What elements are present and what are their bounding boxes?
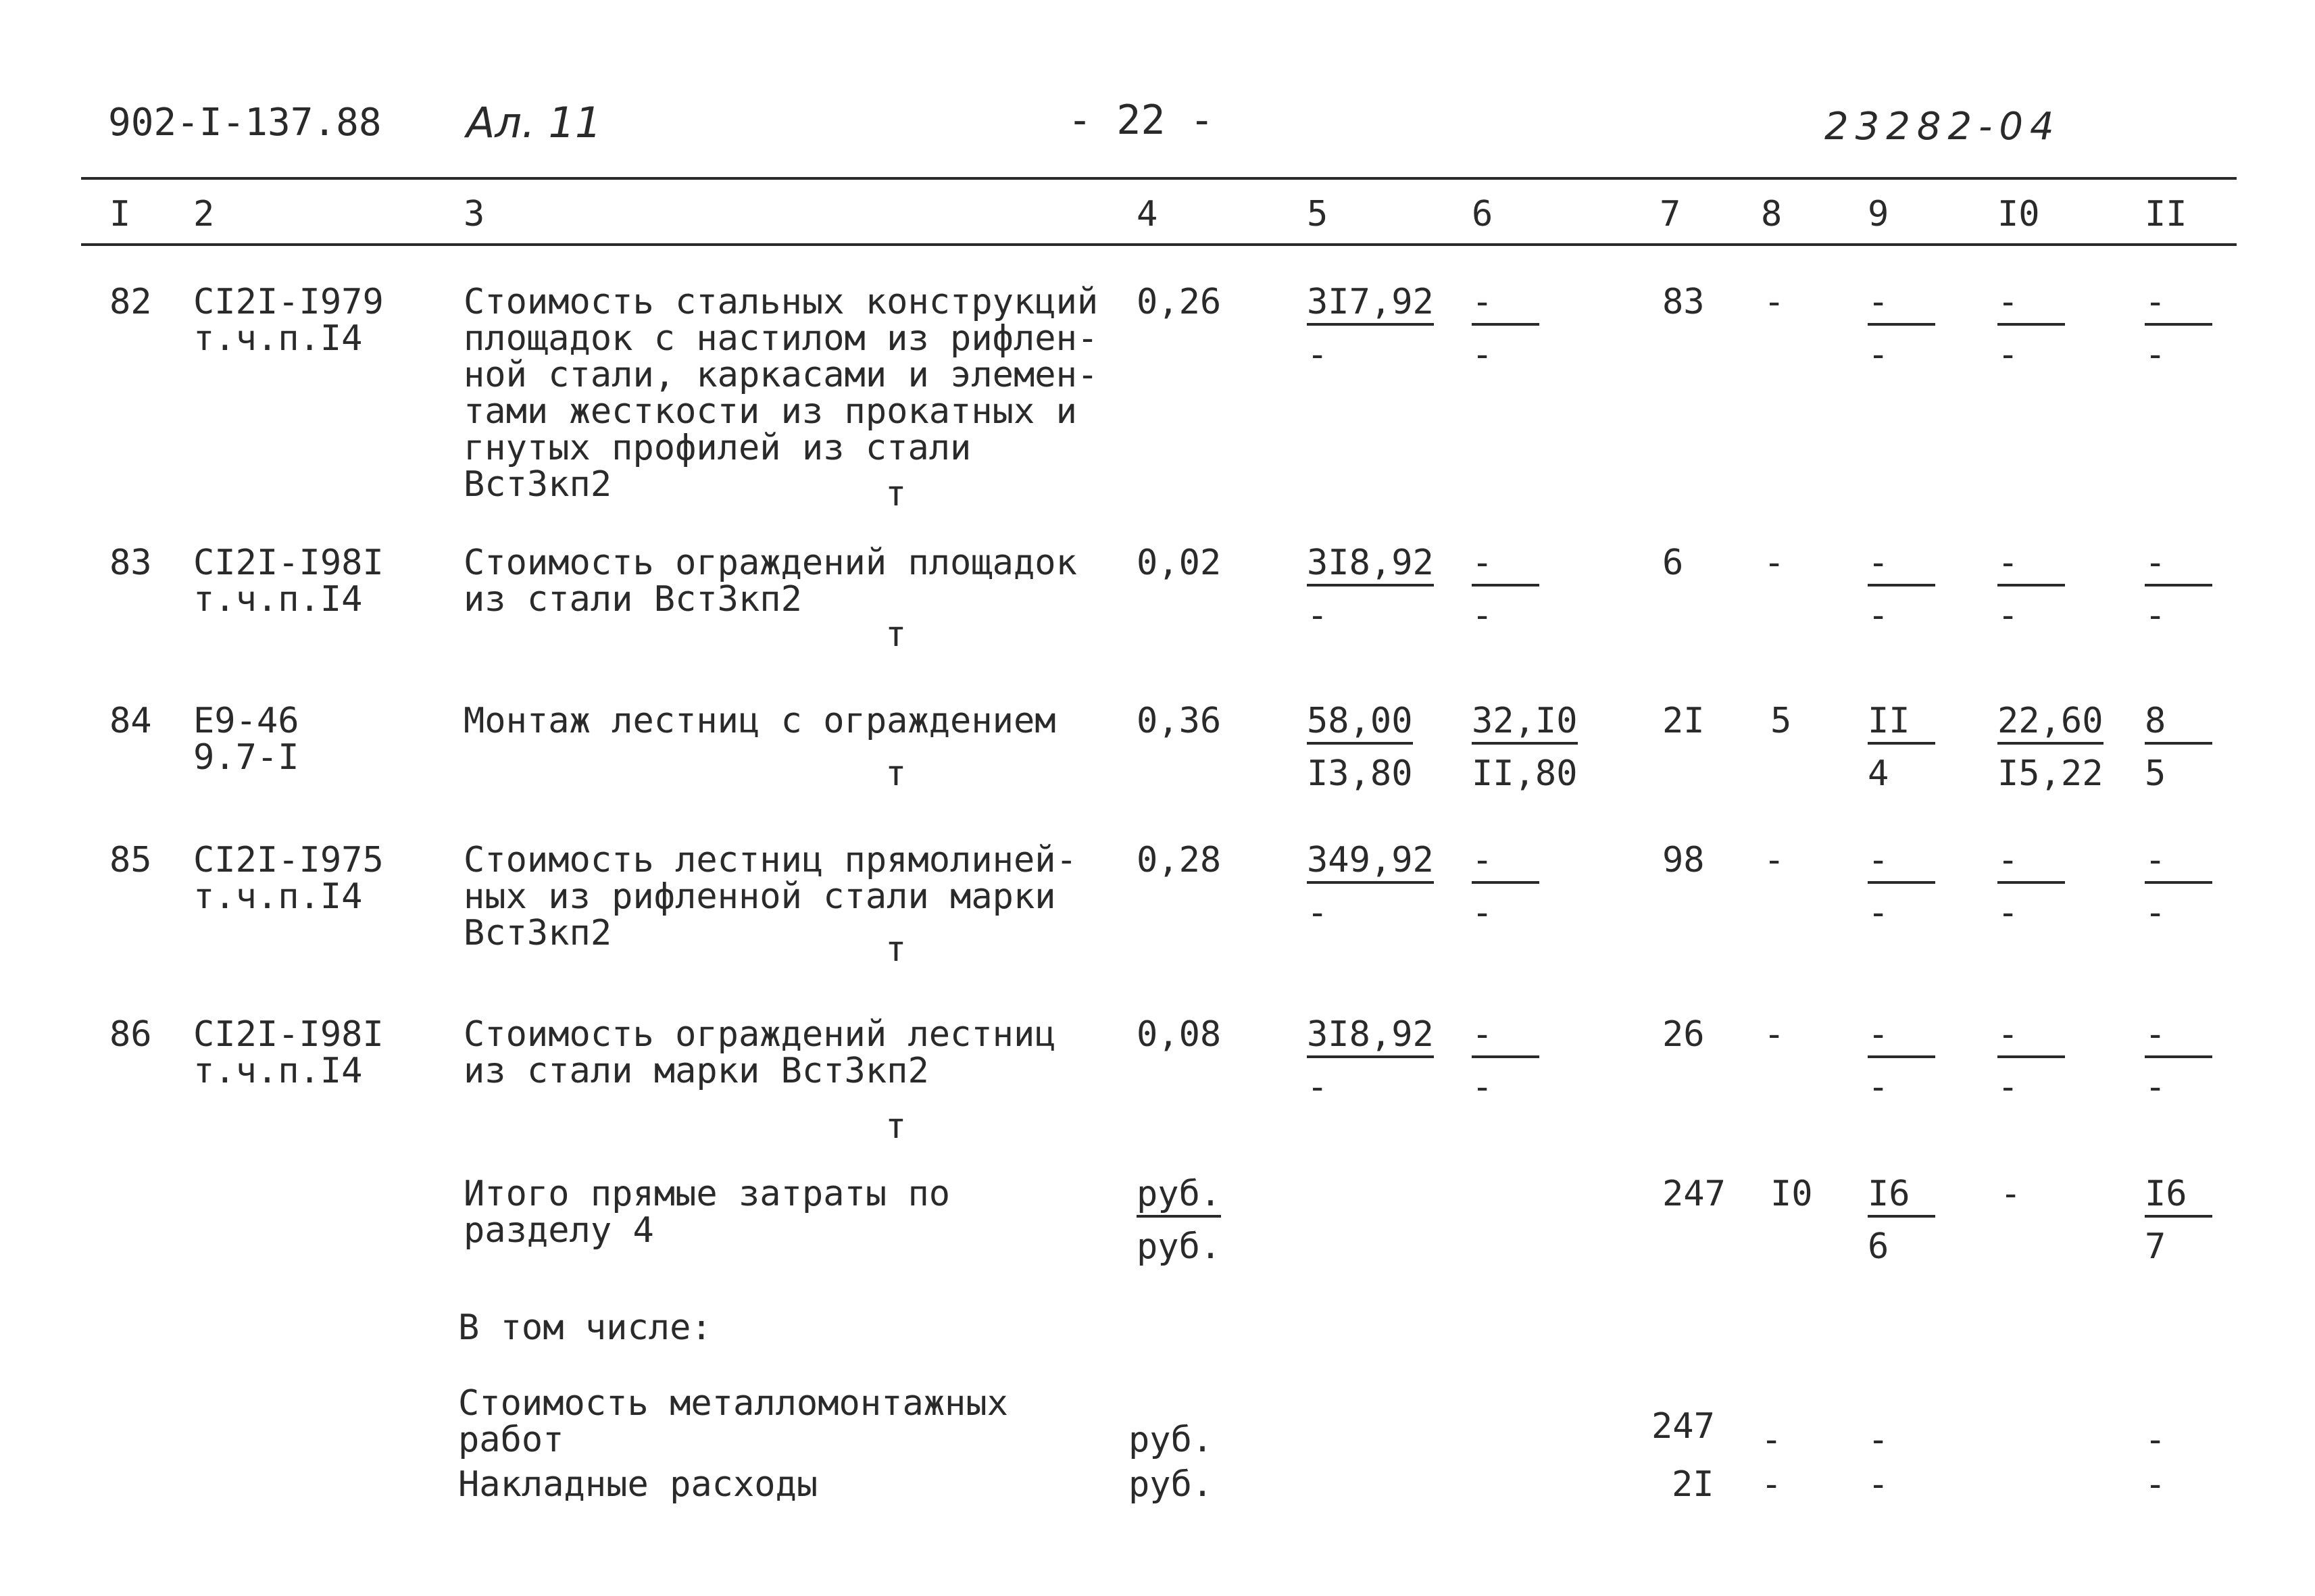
inventory-number: 23282-04 xyxy=(1824,105,2061,149)
col-header-9: 9 xyxy=(1868,194,1889,234)
unit-cost-machine-value: - xyxy=(1472,284,1539,326)
breakdown-unit: руб. xyxy=(1128,1464,1214,1505)
col-header-1: I xyxy=(109,194,131,234)
labor-total-machine-value: - xyxy=(2145,1067,2166,1107)
unit-cost-machine-wage-value: - xyxy=(1472,334,1493,375)
rate-code: CI2I-I98I т.ч.п.I4 xyxy=(193,1014,384,1091)
labor-total xyxy=(2145,284,2212,373)
unit-cost-total xyxy=(1307,842,1434,931)
breakdown-total: 2I xyxy=(1672,1464,1714,1505)
total-cost: 26 xyxy=(1662,1014,1705,1055)
total-labor-cost: - xyxy=(2000,1174,2022,1214)
unit-cost-total-value: 3I8,92 xyxy=(1307,1016,1434,1058)
total-labor-machine-value: 7 xyxy=(2145,1226,2166,1267)
total-unit-top: руб. xyxy=(1137,1176,1221,1218)
labor-cost-value: - xyxy=(1997,284,2065,326)
labor-cost-value: - xyxy=(1997,545,2065,587)
item-unit: т xyxy=(885,614,907,655)
labor-cost-value: 22,60 xyxy=(1997,703,2104,745)
doc-code: 902-I-137.88 xyxy=(108,101,382,145)
total-labor-value: I6 xyxy=(2145,1176,2212,1218)
album-number: Ал. 11 xyxy=(466,98,602,147)
unit-cost-machine xyxy=(1472,284,1539,373)
total-cost: 247 xyxy=(1662,1174,1726,1214)
machine-wage-value: - xyxy=(1868,595,1889,636)
row-number: 85 xyxy=(109,840,152,880)
total-machine-wage-value: 6 xyxy=(1868,1226,1889,1267)
total-unit xyxy=(1137,1176,1221,1265)
machine-cost xyxy=(1868,842,1935,931)
item-description: Монтаж лестниц с ограждением xyxy=(464,701,1056,741)
wages-cost: - xyxy=(1764,543,1785,583)
col-header-3: 3 xyxy=(464,194,485,234)
labor-total xyxy=(2145,703,2212,792)
machine-cost-value: - xyxy=(1868,284,1935,326)
breakdown-labor: - xyxy=(2145,1464,2166,1505)
labor-total xyxy=(2145,1016,2212,1105)
machine-wage-value: - xyxy=(1868,893,1889,933)
unit-cost-wage-value: - xyxy=(1307,1067,1328,1107)
breakdown-label: Накладные расходы xyxy=(458,1464,818,1505)
item-unit: т xyxy=(885,929,907,970)
labor-cost xyxy=(1997,842,2065,931)
including-label: В том числе: xyxy=(458,1307,712,1348)
col-header-11: II xyxy=(2145,194,2187,234)
header-top-rule xyxy=(81,177,2237,180)
unit-cost-machine-wage-value: II,80 xyxy=(1472,753,1578,794)
page-number: - 22 - xyxy=(1068,97,1214,144)
item-description: Стоимость лестниц прямолиней- ных из рифленной стали марки Вст3кп2 xyxy=(464,840,1077,953)
item-description: Стоимость ограждений площадок из стали Вст3кп2 xyxy=(464,543,1077,620)
rate-code: CI2I-I975 т.ч.п.I4 xyxy=(193,840,384,917)
labor-machine-value: I5,22 xyxy=(1997,753,2104,794)
wages-cost: - xyxy=(1764,1014,1785,1055)
total-wages: I0 xyxy=(1770,1174,1813,1214)
unit-cost-wage-value: - xyxy=(1307,595,1328,636)
row-number: 86 xyxy=(109,1014,152,1055)
total-labor xyxy=(2145,1176,2212,1265)
machine-wage-value: 4 xyxy=(1868,753,1889,794)
total-cost: 98 xyxy=(1662,840,1705,880)
labor-cost xyxy=(1997,545,2065,634)
row-number: 83 xyxy=(109,543,152,583)
breakdown-wages: - xyxy=(1761,1420,1783,1460)
total-cost: 83 xyxy=(1662,282,1705,322)
breakdown-unit: руб. xyxy=(1128,1420,1214,1460)
breakdown-wages: - xyxy=(1761,1464,1783,1505)
machine-cost-value: II xyxy=(1868,703,1935,745)
unit-cost-total-value: 3I8,92 xyxy=(1307,545,1434,587)
labor-total-value: - xyxy=(2145,842,2212,884)
unit-cost-machine-wage-value: - xyxy=(1472,893,1493,933)
machine-cost-value: - xyxy=(1868,1016,1935,1058)
rate-code: E9-46 9.7-I xyxy=(193,701,299,778)
labor-total-machine-value: - xyxy=(2145,595,2166,636)
machine-cost-value: - xyxy=(1868,545,1935,587)
labor-total-machine-value: 5 xyxy=(2145,753,2166,794)
unit-cost-wage-value: I3,80 xyxy=(1307,753,1413,794)
wages-cost: - xyxy=(1764,840,1785,880)
unit-cost-total-value: 349,92 xyxy=(1307,842,1434,884)
labor-total xyxy=(2145,545,2212,634)
breakdown-machine: - xyxy=(1868,1464,1889,1505)
labor-cost-value: - xyxy=(1997,1016,2065,1058)
breakdown-label: Стоимость металломонтажных работ xyxy=(458,1383,1008,1460)
unit-cost-machine-wage-value: - xyxy=(1472,1067,1493,1107)
item-quantity: 0,26 xyxy=(1137,282,1222,322)
breakdown-total: 247 xyxy=(1651,1406,1715,1447)
unit-cost-total-value: 3I7,92 xyxy=(1307,284,1434,326)
total-unit-bottom: руб. xyxy=(1137,1226,1222,1267)
labor-machine-value: - xyxy=(1997,893,2019,933)
wages-cost: 5 xyxy=(1770,701,1792,741)
unit-cost-machine-wage-value: - xyxy=(1472,595,1493,636)
unit-cost-machine-value: - xyxy=(1472,842,1539,884)
total-cost: 2I xyxy=(1662,701,1705,741)
breakdown-labor: - xyxy=(2145,1420,2166,1460)
machine-wage-value: - xyxy=(1868,1067,1889,1107)
rate-code: CI2I-I98I т.ч.п.I4 xyxy=(193,543,384,620)
labor-total-value: - xyxy=(2145,284,2212,326)
col-header-2: 2 xyxy=(193,194,215,234)
wages-cost: - xyxy=(1764,282,1785,322)
item-quantity: 0,28 xyxy=(1137,840,1222,880)
labor-total-machine-value: - xyxy=(2145,893,2166,933)
unit-cost-machine xyxy=(1472,703,1578,792)
row-number: 84 xyxy=(109,701,152,741)
labor-machine-value: - xyxy=(1997,334,2019,375)
unit-cost-machine-value: - xyxy=(1472,545,1539,587)
machine-wage-value: - xyxy=(1868,334,1889,375)
total-machine-cost-value: I6 xyxy=(1868,1176,1935,1218)
labor-machine-value: - xyxy=(1997,1067,2019,1107)
item-unit: т xyxy=(885,474,907,514)
rate-code: CI2I-I979 т.ч.п.I4 xyxy=(193,282,384,359)
labor-total-value: 8 xyxy=(2145,703,2212,745)
unit-cost-machine-value: 32,I0 xyxy=(1472,703,1578,745)
labor-machine-value: - xyxy=(1997,595,2019,636)
total-cost: 6 xyxy=(1662,543,1684,583)
unit-cost-machine-value: - xyxy=(1472,1016,1539,1058)
unit-cost-total xyxy=(1307,284,1434,373)
item-quantity: 0,08 xyxy=(1137,1014,1222,1055)
item-description: Стоимость ограждений лестниц из стали марки Вст3кп2 xyxy=(464,1014,1056,1091)
col-header-7: 7 xyxy=(1660,194,1681,234)
row-number: 82 xyxy=(109,282,152,322)
unit-cost-machine xyxy=(1472,545,1539,634)
unit-cost-total xyxy=(1307,703,1413,792)
unit-cost-machine xyxy=(1472,1016,1539,1105)
item-unit: т xyxy=(885,1106,907,1147)
unit-cost-total xyxy=(1307,545,1434,634)
labor-cost xyxy=(1997,284,2065,373)
labor-cost xyxy=(1997,1016,2065,1105)
machine-cost xyxy=(1868,545,1935,634)
item-quantity: 0,02 xyxy=(1137,543,1222,583)
item-quantity: 0,36 xyxy=(1137,701,1222,741)
labor-total-machine-value: - xyxy=(2145,334,2166,375)
labor-total-value: - xyxy=(2145,1016,2212,1058)
labor-cost-value: - xyxy=(1997,842,2065,884)
item-description: Стоимость стальных конструкций площадок с настилом из рифлен- ной стали, каркасами и элемен- тами жесткости из прокатных и гнутых профилей из стали Вст3кп2 xyxy=(464,282,1099,505)
item-unit: т xyxy=(885,753,907,794)
labor-cost xyxy=(1997,703,2104,792)
breakdown-machine: - xyxy=(1868,1420,1889,1460)
machine-cost xyxy=(1868,1016,1935,1105)
labor-total-value: - xyxy=(2145,545,2212,587)
unit-cost-wage-value: - xyxy=(1307,893,1328,933)
unit-cost-total xyxy=(1307,1016,1434,1105)
col-header-6: 6 xyxy=(1472,194,1493,234)
col-header-5: 5 xyxy=(1307,194,1328,234)
machine-cost xyxy=(1868,703,1935,792)
unit-cost-wage-value: - xyxy=(1307,334,1328,375)
unit-cost-total-value: 58,00 xyxy=(1307,703,1413,745)
col-header-8: 8 xyxy=(1761,194,1783,234)
labor-total xyxy=(2145,842,2212,931)
machine-cost xyxy=(1868,284,1935,373)
unit-cost-machine xyxy=(1472,842,1539,931)
col-header-10: I0 xyxy=(1997,194,2040,234)
header-bottom-rule xyxy=(81,243,2237,246)
col-header-4: 4 xyxy=(1137,194,1158,234)
total-label: Итого прямые затраты по разделу 4 xyxy=(464,1174,951,1251)
total-machine-cost xyxy=(1868,1176,1935,1265)
machine-cost-value: - xyxy=(1868,842,1935,884)
